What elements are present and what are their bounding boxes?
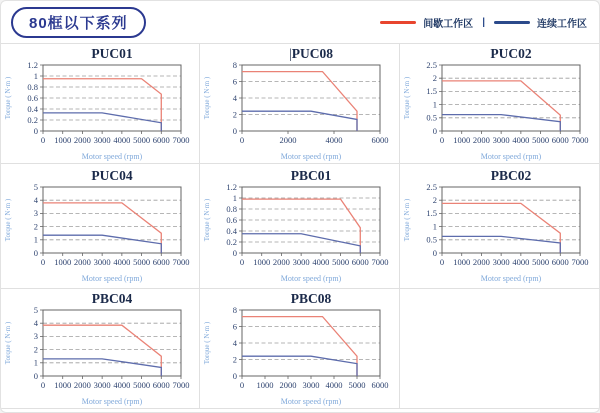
svg-text:6000: 6000 [152, 134, 170, 145]
svg-text:Torque ( N·m ): Torque ( N·m ) [4, 76, 13, 119]
curve-intermittent [43, 203, 161, 253]
chart-cell-empty [400, 289, 599, 409]
svg-text:0.2: 0.2 [27, 114, 39, 125]
curve-intermittent [442, 203, 560, 253]
svg-text:1.2: 1.2 [226, 181, 238, 192]
svg-text:5000: 5000 [348, 379, 366, 390]
svg-text:1: 1 [33, 234, 39, 245]
legend-label-intermittent: 间歇工作区 [423, 18, 474, 30]
svg-text:Torque ( N·m ): Torque ( N·m ) [403, 198, 412, 242]
svg-text:0: 0 [440, 134, 445, 145]
svg-text:Torque ( N·m ): Torque ( N·m ) [4, 198, 13, 242]
curve-intermittent [242, 316, 357, 375]
svg-text:1.5: 1.5 [426, 208, 438, 219]
svg-text:2.5: 2.5 [426, 181, 438, 192]
svg-text:5: 5 [33, 304, 39, 315]
svg-text:Motor speed (rpm): Motor speed (rpm) [481, 274, 542, 283]
svg-text:0.4: 0.4 [27, 103, 39, 114]
chart-cell-pbc08 [200, 289, 399, 409]
svg-text:6000: 6000 [152, 257, 170, 267]
svg-text:1: 1 [433, 98, 438, 109]
svg-text:Motor speed (rpm): Motor speed (rpm) [281, 396, 342, 406]
svg-text:3000: 3000 [302, 379, 320, 390]
svg-text:1000: 1000 [453, 257, 471, 267]
svg-text:7000: 7000 [172, 134, 190, 145]
svg-text:8: 8 [233, 304, 238, 315]
torque-speed-chart-pbc01 [200, 166, 398, 286]
torque-speed-chart-puc02 [400, 44, 598, 164]
curve-intermittent [43, 325, 161, 376]
chart-grid [1, 43, 599, 409]
svg-text:0: 0 [33, 125, 39, 136]
svg-text:0: 0 [240, 257, 245, 267]
svg-text:0: 0 [433, 125, 438, 136]
svg-text:1: 1 [433, 221, 438, 232]
chart-cell-pbc01 [200, 164, 399, 289]
svg-text:1000: 1000 [54, 257, 72, 267]
chart-title: PBC08 [291, 290, 332, 306]
svg-text:4000: 4000 [512, 134, 530, 145]
svg-text:1000: 1000 [54, 379, 72, 390]
curve-continuous [442, 114, 560, 130]
svg-text:2000: 2000 [279, 379, 297, 390]
svg-text:0: 0 [440, 257, 445, 267]
svg-text:6000: 6000 [552, 134, 570, 145]
svg-text:2000: 2000 [74, 134, 92, 145]
legend-label-continuous: 连续工作区 [537, 18, 587, 30]
torque-speed-chart-puc08 [200, 44, 398, 164]
svg-text:1: 1 [33, 357, 39, 368]
svg-text:6000: 6000 [371, 379, 389, 390]
curve-intermittent [442, 80, 560, 130]
chart-cell-puc01 [1, 44, 200, 164]
chart-cell-pbc02 [400, 164, 599, 289]
svg-text:Torque ( N·m ): Torque ( N·m ) [203, 321, 212, 364]
svg-text:6000: 6000 [371, 134, 389, 145]
svg-text:0.6: 0.6 [226, 214, 238, 225]
svg-text:0: 0 [240, 379, 245, 390]
svg-text:0: 0 [233, 125, 238, 136]
svg-text:2000: 2000 [74, 257, 92, 267]
svg-text:4: 4 [233, 337, 238, 348]
svg-text:6000: 6000 [352, 257, 370, 267]
svg-text:6: 6 [233, 75, 238, 86]
svg-text:1000: 1000 [256, 379, 274, 390]
svg-text:5000: 5000 [133, 257, 151, 267]
svg-text:5000: 5000 [532, 134, 550, 145]
svg-text:2: 2 [233, 353, 238, 364]
svg-text:Torque ( N·m ): Torque ( N·m ) [4, 321, 13, 364]
svg-text:2000: 2000 [74, 379, 92, 390]
chart-title: |PUC08 [289, 45, 334, 61]
svg-text:5000: 5000 [332, 257, 350, 267]
torque-speed-chart-puc04 [1, 166, 199, 286]
chart-title: PBC04 [91, 290, 133, 306]
svg-text:2000: 2000 [273, 257, 291, 267]
svg-text:6: 6 [233, 320, 238, 331]
chart-cell-puc04 [1, 164, 200, 289]
svg-text:7000: 7000 [172, 257, 190, 267]
curve-continuous [43, 358, 161, 375]
svg-text:Motor speed (rpm): Motor speed (rpm) [81, 151, 143, 161]
curve-continuous [242, 234, 360, 253]
chart-title: PBC02 [491, 168, 532, 183]
torque-speed-chart-pbc02 [400, 166, 598, 286]
svg-text:Motor speed (rpm): Motor speed (rpm) [81, 274, 143, 283]
curve-intermittent [242, 71, 357, 130]
svg-text:2: 2 [433, 195, 438, 205]
svg-text:1: 1 [33, 70, 39, 81]
svg-text:4000: 4000 [312, 257, 330, 267]
svg-text:1: 1 [233, 192, 238, 203]
curve-intermittent [242, 199, 360, 253]
svg-text:0.2: 0.2 [226, 236, 238, 247]
svg-text:5: 5 [33, 181, 39, 192]
svg-text:Motor speed (rpm): Motor speed (rpm) [281, 274, 342, 283]
svg-text:0.5: 0.5 [426, 234, 438, 245]
svg-text:Motor speed (rpm): Motor speed (rpm) [281, 151, 342, 161]
svg-text:4: 4 [33, 195, 39, 205]
svg-text:Torque ( N·m ): Torque ( N·m ) [403, 76, 412, 119]
svg-text:2000: 2000 [279, 134, 297, 145]
svg-text:2: 2 [33, 221, 39, 232]
svg-text:3000: 3000 [93, 134, 111, 145]
svg-text:4000: 4000 [113, 134, 131, 145]
legend-separator: | [482, 16, 485, 28]
torque-speed-chart-pbc04 [1, 289, 199, 409]
svg-text:0: 0 [33, 247, 39, 258]
legend-continuous-line-icon [494, 21, 530, 24]
svg-text:0.4: 0.4 [226, 225, 238, 236]
svg-text:1000: 1000 [253, 257, 271, 267]
svg-text:4000: 4000 [512, 257, 530, 267]
svg-text:0: 0 [41, 134, 46, 145]
svg-text:6000: 6000 [152, 379, 170, 390]
svg-text:0: 0 [33, 370, 39, 381]
svg-text:5000: 5000 [532, 257, 550, 267]
svg-text:0: 0 [240, 134, 245, 145]
svg-text:7000: 7000 [172, 379, 190, 390]
svg-text:1000: 1000 [54, 134, 72, 145]
svg-text:0: 0 [41, 257, 46, 267]
svg-text:3000: 3000 [492, 134, 510, 145]
chart-cell-puc08 [200, 44, 399, 164]
svg-text:0.8: 0.8 [226, 203, 238, 214]
svg-text:7000: 7000 [571, 134, 589, 145]
svg-text:4: 4 [233, 92, 238, 103]
svg-text:0.5: 0.5 [426, 112, 438, 123]
svg-text:4000: 4000 [113, 379, 131, 390]
svg-text:6000: 6000 [552, 257, 570, 267]
chart-title: PBC01 [291, 168, 332, 183]
curve-continuous [43, 235, 161, 253]
svg-text:8: 8 [233, 59, 238, 70]
svg-text:Torque ( N·m ): Torque ( N·m ) [203, 198, 212, 242]
svg-text:0.6: 0.6 [27, 92, 39, 103]
torque-speed-chart-puc01 [1, 44, 199, 164]
svg-text:2000: 2000 [473, 134, 491, 145]
torque-speed-chart-pbc08 [200, 289, 398, 409]
svg-text:Motor speed (rpm): Motor speed (rpm) [81, 396, 143, 406]
svg-text:0.8: 0.8 [27, 81, 39, 92]
legend [380, 15, 587, 30]
svg-text:3000: 3000 [293, 257, 311, 267]
svg-text:4000: 4000 [325, 379, 343, 390]
series-title-badge: 80框以下系列 [11, 7, 146, 38]
svg-text:3000: 3000 [492, 257, 510, 267]
curve-intermittent [43, 78, 161, 130]
svg-text:0: 0 [41, 379, 46, 390]
svg-text:1.5: 1.5 [426, 85, 438, 96]
svg-text:4000: 4000 [325, 134, 343, 145]
svg-text:Torque ( N·m ): Torque ( N·m ) [203, 76, 212, 119]
svg-text:2: 2 [433, 72, 438, 83]
svg-text:2000: 2000 [473, 257, 491, 267]
chart-title: PUC04 [91, 168, 133, 183]
svg-text:0: 0 [233, 370, 238, 381]
page-header [1, 1, 599, 43]
svg-text:5000: 5000 [133, 379, 151, 390]
svg-text:3: 3 [33, 208, 39, 219]
svg-text:0: 0 [433, 247, 438, 258]
svg-text:Motor speed (rpm): Motor speed (rpm) [481, 151, 542, 161]
svg-text:3000: 3000 [93, 257, 111, 267]
svg-text:1.2: 1.2 [27, 59, 39, 70]
svg-text:7000: 7000 [371, 257, 389, 267]
svg-text:2.5: 2.5 [426, 59, 438, 70]
svg-text:2: 2 [33, 343, 39, 354]
svg-text:1000: 1000 [453, 134, 471, 145]
curve-continuous [442, 236, 560, 253]
chart-title: PUC02 [490, 45, 532, 61]
legend-intermittent-line-icon [380, 21, 416, 24]
svg-text:0: 0 [233, 247, 238, 258]
chart-cell-puc02 [400, 44, 599, 164]
svg-text:4: 4 [33, 317, 39, 328]
svg-text:7000: 7000 [571, 257, 589, 267]
svg-text:5000: 5000 [133, 134, 151, 145]
chart-title: PUC01 [91, 45, 133, 61]
chart-cell-pbc04 [1, 289, 200, 409]
svg-text:3: 3 [33, 330, 39, 341]
curve-continuous [43, 112, 161, 130]
svg-text:2: 2 [233, 108, 238, 119]
svg-text:3000: 3000 [93, 379, 111, 390]
svg-text:4000: 4000 [113, 257, 131, 267]
